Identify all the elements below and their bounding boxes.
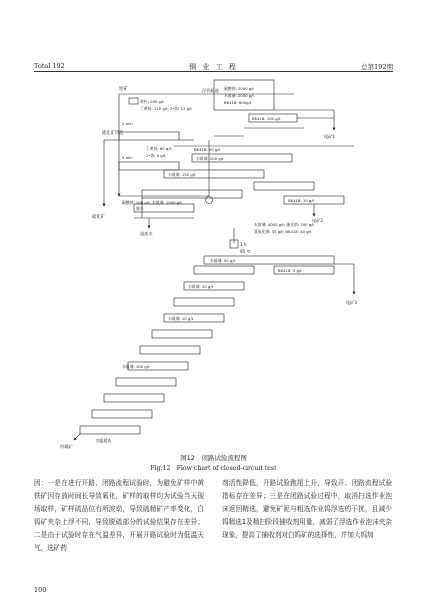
time-1h-label: 1 h [240, 242, 247, 247]
closed-circuit-flowchart [34, 78, 393, 450]
reagent-o-label: BK418: 5 g/t [278, 268, 302, 273]
reagent-a-label: 黄药: 200 g/t [140, 99, 164, 104]
sulfide-flotation-label: 硫化矿浮选 [102, 131, 124, 136]
temperature-label: 95 ℃ [240, 249, 251, 254]
tailing2-label: 尾矿2 [312, 218, 324, 223]
body-paragraph-right: 剂活性降低，开路试验跑尾上升，导致开、闭路流程试验指标存在差异；三是在闭路试验过程中，取消扫选作业泡沫返回精选，避免矿泥与粗选作业钨浮选的干扰，且减少钨精选1及精扫阶段捕收剂用量，减弱了浮选作业泡沫夹杂现象，提高了捕收剂对白钨矿的选择性，并加大钨加 [222, 479, 392, 539]
reagent-e-label: 碳酸钠: 100 g/t; 水玻璃: 1000 g/t [122, 200, 182, 205]
reagent-b-label: 丁黄药: 120 g/t; 2*油: 12 g/t [140, 106, 192, 111]
tungsten-concentrate-label: 钨精矿 [60, 444, 73, 449]
reagent-j-label: BK418: 50 g/t [194, 147, 221, 152]
reagent-m-label: 水玻璃: 150 g/t [168, 172, 196, 177]
time-label: 2 min [122, 121, 133, 126]
reagent-f-label: 碳酸钠: 2000 g/t [224, 86, 254, 91]
roughing-label: 浮钨粗选 [202, 88, 219, 93]
reagent-q-label: 氢氧化钠: 45 g/t; BK418: 40 g/t [254, 229, 312, 234]
reagent-k-label: 水玻璃: 200 g/t [196, 156, 224, 161]
reagent-d-label: 2*油: 4 g/t [146, 153, 166, 158]
header-rule [34, 71, 393, 72]
reagent-s-label: 水玻璃: 20 g/t [188, 284, 214, 289]
reagent-i-label: BK418: 100 g/t [252, 116, 281, 121]
heated-cleaning-label: 加温精选 [96, 438, 112, 443]
figure-caption-english: Fig.12 Flow chart of closed-circuit test [150, 465, 277, 472]
reagent-l-label: 水玻璃: 100 g/t [122, 364, 150, 369]
reagent-t-label: 水玻璃: 10 g/t [168, 316, 194, 321]
body-text-left-column [34, 477, 204, 555]
reagent-h-label: BK418: 600g/t [224, 100, 252, 105]
tungsten-cleaning-loop [134, 146, 354, 228]
page-number: 100 [34, 586, 47, 594]
time-label: 3 min [122, 155, 133, 160]
reagent-p-label: 水玻璃: 4000 g/t; 硫化钠: 200 g/t [254, 222, 314, 227]
tail3-label: 尾矿3 [346, 300, 358, 305]
sulfide-conc-label: 硫化矿 [92, 215, 105, 220]
tail1-label: 尾矿1 [324, 134, 336, 139]
figure-caption-chinese: 图12 闭路试验流程图 [180, 454, 247, 462]
body-paragraph-left: 因：一是在进行开路、闭路流程试验时，为避免矿样中黄铁矿因存放时间长导致氧化，矿样的取样均为试验当天现场取样，矿样硫品位有所波动，导致硫精矿产率变化，白钨矿夹杂上浮不同，导致脱硫部分的试验结果存在差异；二是由于试验时存在气温差异，开展开路试验时为低温天气，选矿药 [34, 479, 204, 552]
body-text-right-column [222, 477, 392, 542]
overflow-label: 溢流水 [140, 231, 153, 236]
header-issue-number: 总第192期 [361, 63, 393, 71]
reagent-r-label: 水玻璃: 50 g/t [210, 258, 236, 263]
reagent-g-label: 水玻璃: 2000 g/t [224, 93, 254, 98]
raw-ore-label: 原矿 [119, 87, 128, 92]
header-journal-volume: Total 192 [34, 62, 65, 70]
reagent-c-label: 丁黄药: 60 g/t [146, 146, 172, 151]
reagent-n-label: BK418: 10 g/t [288, 198, 315, 203]
dewater-label: 脱水 [136, 206, 144, 211]
header-journal-title: 铜 业 工 程 [189, 63, 238, 71]
